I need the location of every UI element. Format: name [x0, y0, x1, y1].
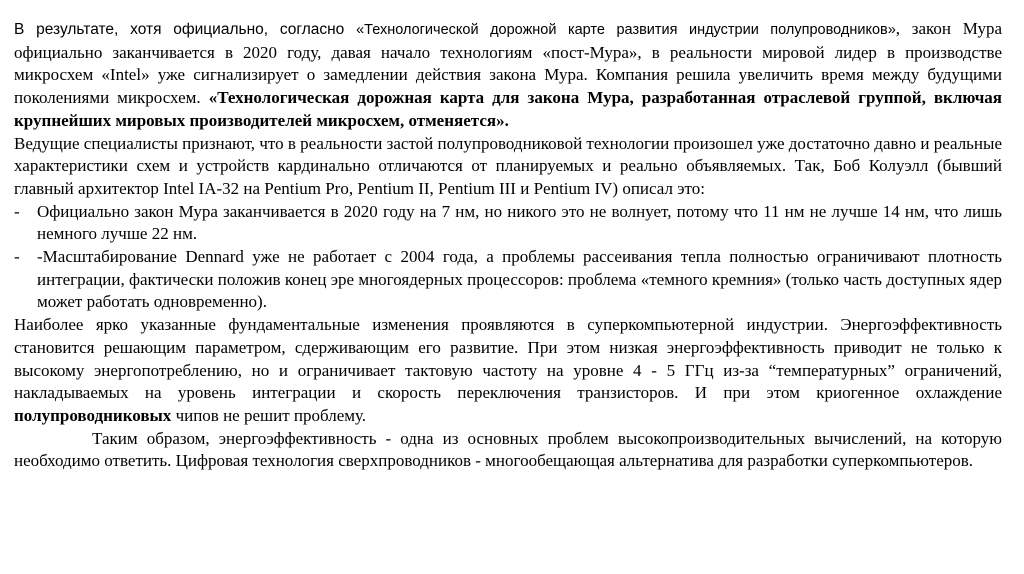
list-marker: -: [14, 201, 20, 221]
paragraph-3-text: Наиболее ярко указанные фундаментальные изменения проявляются в суперкомпьютерной индустрии. Энергоэффективность становится решающим параметром, сдерживающим его развитие. При этом низкая энергоэффективность приводит не только к высокому энергопотреблению, но и ограничивает тактовую частоту на уровне 4 - 5 ГГц из-за “температурных” ограничений, накладываемых на уровень интеграции и скорость переключения транзисторов. И при этом криогенное охлаждение: [14, 315, 1002, 403]
paragraph-1-bold: «Технологическая дорожная карта для закона Мура, разработанная отраслевой группой, включая крупнейших мировых производителей микросхем, отменяется».: [14, 88, 1002, 130]
quote-list: [14, 201, 1002, 315]
paragraph-1: [14, 18, 1002, 133]
paragraph-1-lead: В результате, хотя официально, согласно: [14, 21, 357, 38]
paragraph-3-bold: полупроводниковых: [14, 405, 172, 425]
paragraph-3-tail: чипов не решит проблему.: [171, 405, 367, 425]
list-item-text: Официально закон Мура заканчивается в 2020 году на 7 нм, но никого это не волнует, потому что 11 нм не лучше 14 нм, что лишь немного лучше 22 нм.: [37, 201, 1002, 244]
paragraph-3: [14, 314, 1002, 428]
roadmap-quote: «Технологической дорожной карте развития индустрии полупроводников»: [356, 22, 896, 38]
list-marker: -: [14, 247, 20, 267]
list-item-text: -Масштабирование Dennard уже не работает с 2004 года, а проблемы рассеивания тепла полностью ограничивают плотность интеграции, фактически положив конец эре многоядерных процессоров: проблема «темного кремния» (только часть доступных ядер может работать одновременно).: [37, 247, 1002, 312]
list-item: [14, 201, 1002, 246]
paragraph-1-text: , закон Мура официально заканчивается в 2020 году, давая начало технологиям «пост-Мура», в реальности мировой лидер в производстве микросхем «Intel» уже сигнализирует о замедлении действия закона Мура. Компания решила увеличить время между будущими поколениями микросхем.: [14, 19, 1003, 108]
paragraph-2: Ведущие специалисты признают, что в реальности застой полупроводниковой технологии произошел уже достаточно давно и реальные характеристики схем и устройств кардинально отличаются от планируемых и реально объявляемых. Так, Боб Колуэлл (бывший главный архитектор Intel IA-32 на Pentium Pro, Pentium II, Pentium III и Pentium IV) описал это:: [14, 133, 1002, 198]
paragraph-4: Таким образом, энергоэффективность - одна из основных проблем высокопроизводительных вычислений, на которую необходимо ответить. Цифровая технология сверхпроводников - многообещающая альтернатива для разработки суперкомпьютеров.: [14, 428, 1002, 471]
list-item: [14, 246, 1002, 314]
